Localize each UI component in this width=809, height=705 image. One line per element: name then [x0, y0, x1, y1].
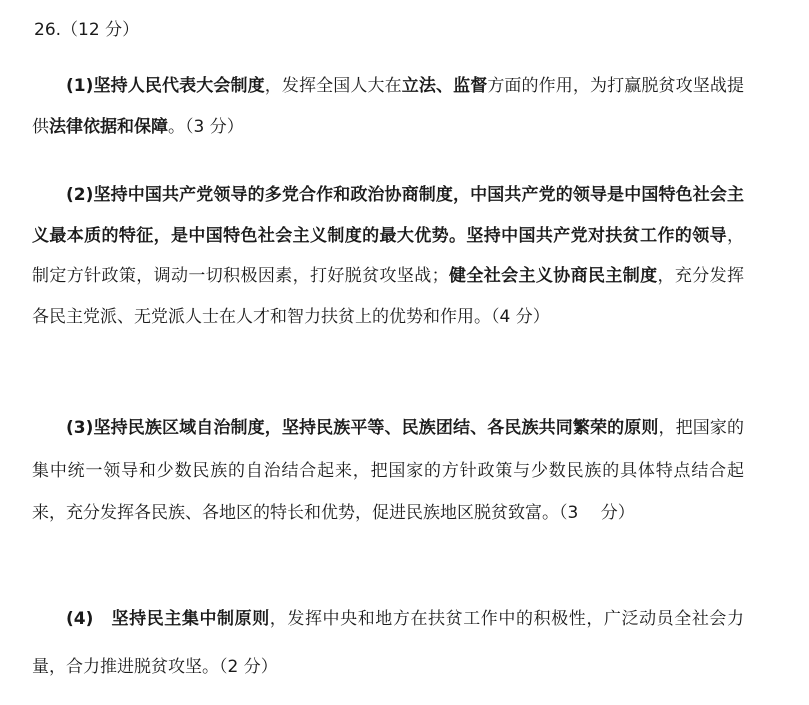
p2-bold-1: (2)坚持中国共产党领导的多党合作和政治协商制度，中国共产党的领导是中国特色社会主义最本质的特征，是中国特色社会主义制度的最大优势。坚持中国共产党对扶贫工作的领导 [32, 185, 744, 246]
p2-text-1: ，制定方针政策，调动一切积极因素，打好脱贫攻坚战； [32, 225, 744, 286]
answer-paragraph-4 [32, 595, 744, 691]
p1-bold-2: 立法、监督 [401, 76, 488, 96]
p3-bold-1: (3)坚持民族区域自治制度，坚持民族平等、民族团结、各民族共同繁荣的原则 [66, 418, 659, 438]
question-number: 26. [34, 20, 62, 40]
p3-text-1: ，把国家的集中统一领导和少数民族的自治结合起来，把国家的方针政策与少数民族的具体特点结合起来，充分发挥各民族、各地区的特长和优势，促进民族地区脱贫致富。（3 分） [32, 418, 745, 523]
p1-text-1: ，发挥全国人大在 [264, 76, 402, 96]
question-score: （12 分） [61, 20, 140, 40]
answer-paragraph-1 [32, 66, 744, 148]
p1-bold-1: (1)坚持人民代表大会制度 [66, 76, 265, 96]
p2-text-2: ，充分发挥各民主党派、无党派人士在人才和智力扶贫上的优势和作用。（4 分） [32, 266, 744, 327]
question-header [34, 16, 139, 44]
p1-bold-3: 法律依据和保障 [49, 117, 168, 137]
p1-text-3: 。（3 分） [168, 117, 244, 137]
answer-paragraph-2 [32, 175, 744, 337]
p2-bold-2: 健全社会主义协商民主制度 [448, 266, 658, 286]
p4-bold-1: (4) 坚持民主集中制原则 [66, 609, 270, 629]
p1-text-2: 方面的作用，为打赢脱贫攻坚战提供 [32, 76, 745, 137]
p4-text-1: ，发挥中央和地方在扶贫工作中的积极性，广泛动员全社会力量，合力推进脱贫攻坚。（2 分） [32, 609, 744, 677]
answer-paragraph-3 [32, 407, 744, 535]
